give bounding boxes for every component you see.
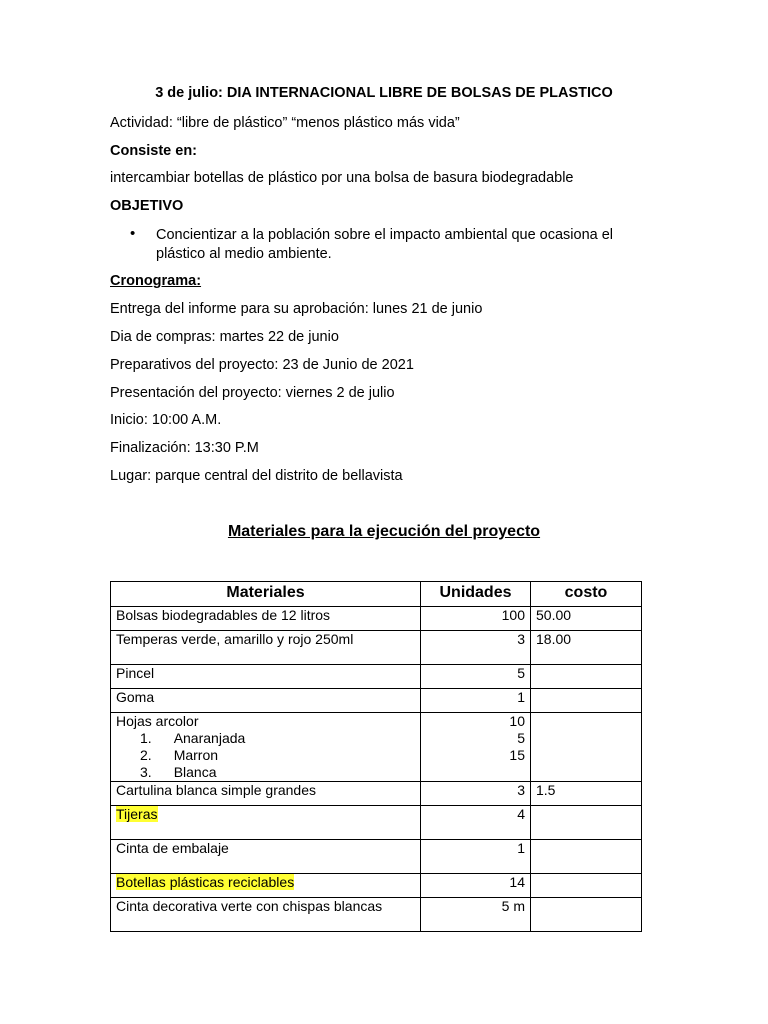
cell-unidades: 5 m <box>421 898 531 932</box>
table-row <box>111 665 642 689</box>
unidades-value: 5 <box>517 730 525 746</box>
cell-material: Cinta decorativa verte con chispas blancas <box>111 898 421 932</box>
cell-material <box>111 874 421 898</box>
cronograma-item: Presentación del proyecto: viernes 2 de julio <box>110 385 395 401</box>
objetivo-bullet-text: Concientizar a la población sobre el impacto ambiental que ocasiona el plástico al medio ambiente. <box>156 227 614 262</box>
cronograma-item: Lugar: parque central del distrito de bellavista <box>110 468 403 484</box>
cell-unidades: 1 <box>421 840 531 874</box>
sub-list-number: 2. <box>140 747 152 763</box>
cell-unidades: 3 <box>421 782 531 806</box>
table-row <box>111 713 642 782</box>
cell-unidades: 4 <box>421 806 531 840</box>
sub-list-item <box>116 764 415 781</box>
sub-list-item <box>116 730 415 747</box>
cell-material: Temperas verde, amarillo y rojo 250ml <box>111 631 421 665</box>
cronograma-item: Inicio: 10:00 A.M. <box>110 412 222 428</box>
highlighted-text: Tijeras <box>116 806 158 822</box>
page-title: 3 de julio: DIA INTERNACIONAL LIBRE DE BOLSAS DE PLASTICO <box>155 85 613 101</box>
cell-material: Pincel <box>111 665 421 689</box>
sub-list-number: 1. <box>140 730 152 746</box>
bullet-icon: • <box>130 225 136 242</box>
cronograma-item: Finalización: 13:30 P.M <box>110 440 259 456</box>
cell-unidades <box>421 713 531 782</box>
consiste-text: intercambiar botellas de plástico por una bolsa de basura biodegradable <box>110 170 574 186</box>
cell-costo: 18.00 <box>531 631 642 665</box>
table-row <box>111 607 642 631</box>
sub-list <box>116 730 415 781</box>
cronograma-item: Preparativos del proyecto: 23 de Junio de 2021 <box>110 357 414 373</box>
cell-costo <box>531 840 642 874</box>
column-header-costo: costo <box>531 582 642 607</box>
cell-costo <box>531 689 642 713</box>
cell-unidades: 100 <box>421 607 531 631</box>
materiales-table <box>110 581 642 932</box>
sub-list-text: Marron <box>173 747 219 763</box>
cronograma-item: Entrega del informe para su aprobación: lunes 21 de junio <box>110 301 483 317</box>
cell-material: Goma <box>111 689 421 713</box>
cell-costo <box>531 898 642 932</box>
materiales-section-title: Materiales para la ejecución del proyecto <box>227 523 541 540</box>
actividad-line: Actividad: “libre de plástico” “menos plástico más vida” <box>110 115 460 131</box>
unidades-value: 15 <box>509 747 525 763</box>
table-row <box>111 689 642 713</box>
column-header-materiales: Materiales <box>111 582 421 607</box>
cell-material <box>111 713 421 782</box>
table-row <box>111 840 642 874</box>
objetivo-heading: OBJETIVO <box>110 198 184 214</box>
table-row <box>111 874 642 898</box>
sub-list-text: Blanca <box>173 764 217 780</box>
cronograma-heading: Cronograma: <box>110 273 202 289</box>
unidades-value: 10 <box>509 713 525 729</box>
cronograma-item: Dia de compras: martes 22 de junio <box>110 329 339 345</box>
cell-unidades: 1 <box>421 689 531 713</box>
sub-list-text: Anaranjada <box>173 730 246 746</box>
column-header-unidades: Unidades <box>421 582 531 607</box>
cell-unidades: 14 <box>421 874 531 898</box>
consiste-heading: Consiste en: <box>110 143 198 159</box>
highlighted-text: Botellas plásticas reciclables <box>116 874 295 890</box>
table-row <box>111 806 642 840</box>
table-row <box>111 898 642 932</box>
cell-costo: 1.5 <box>531 782 642 806</box>
cell-costo: 50.00 <box>531 607 642 631</box>
sub-list-number: 3. <box>140 764 152 780</box>
cell-material: Bolsas biodegradables de 12 litros <box>111 607 421 631</box>
cell-unidades: 3 <box>421 631 531 665</box>
cell-costo <box>531 874 642 898</box>
cell-costo <box>531 806 642 840</box>
table-header-row <box>111 582 642 607</box>
cell-material: Cinta de embalaje <box>111 840 421 874</box>
table-row <box>111 782 642 806</box>
cell-material <box>111 806 421 840</box>
material-label: Hojas arcolor <box>116 713 199 729</box>
cell-unidades: 5 <box>421 665 531 689</box>
cell-material: Cartulina blanca simple grandes <box>111 782 421 806</box>
cell-costo <box>531 713 642 782</box>
table-row <box>111 631 642 665</box>
cell-costo <box>531 665 642 689</box>
sub-list-item <box>116 747 415 764</box>
